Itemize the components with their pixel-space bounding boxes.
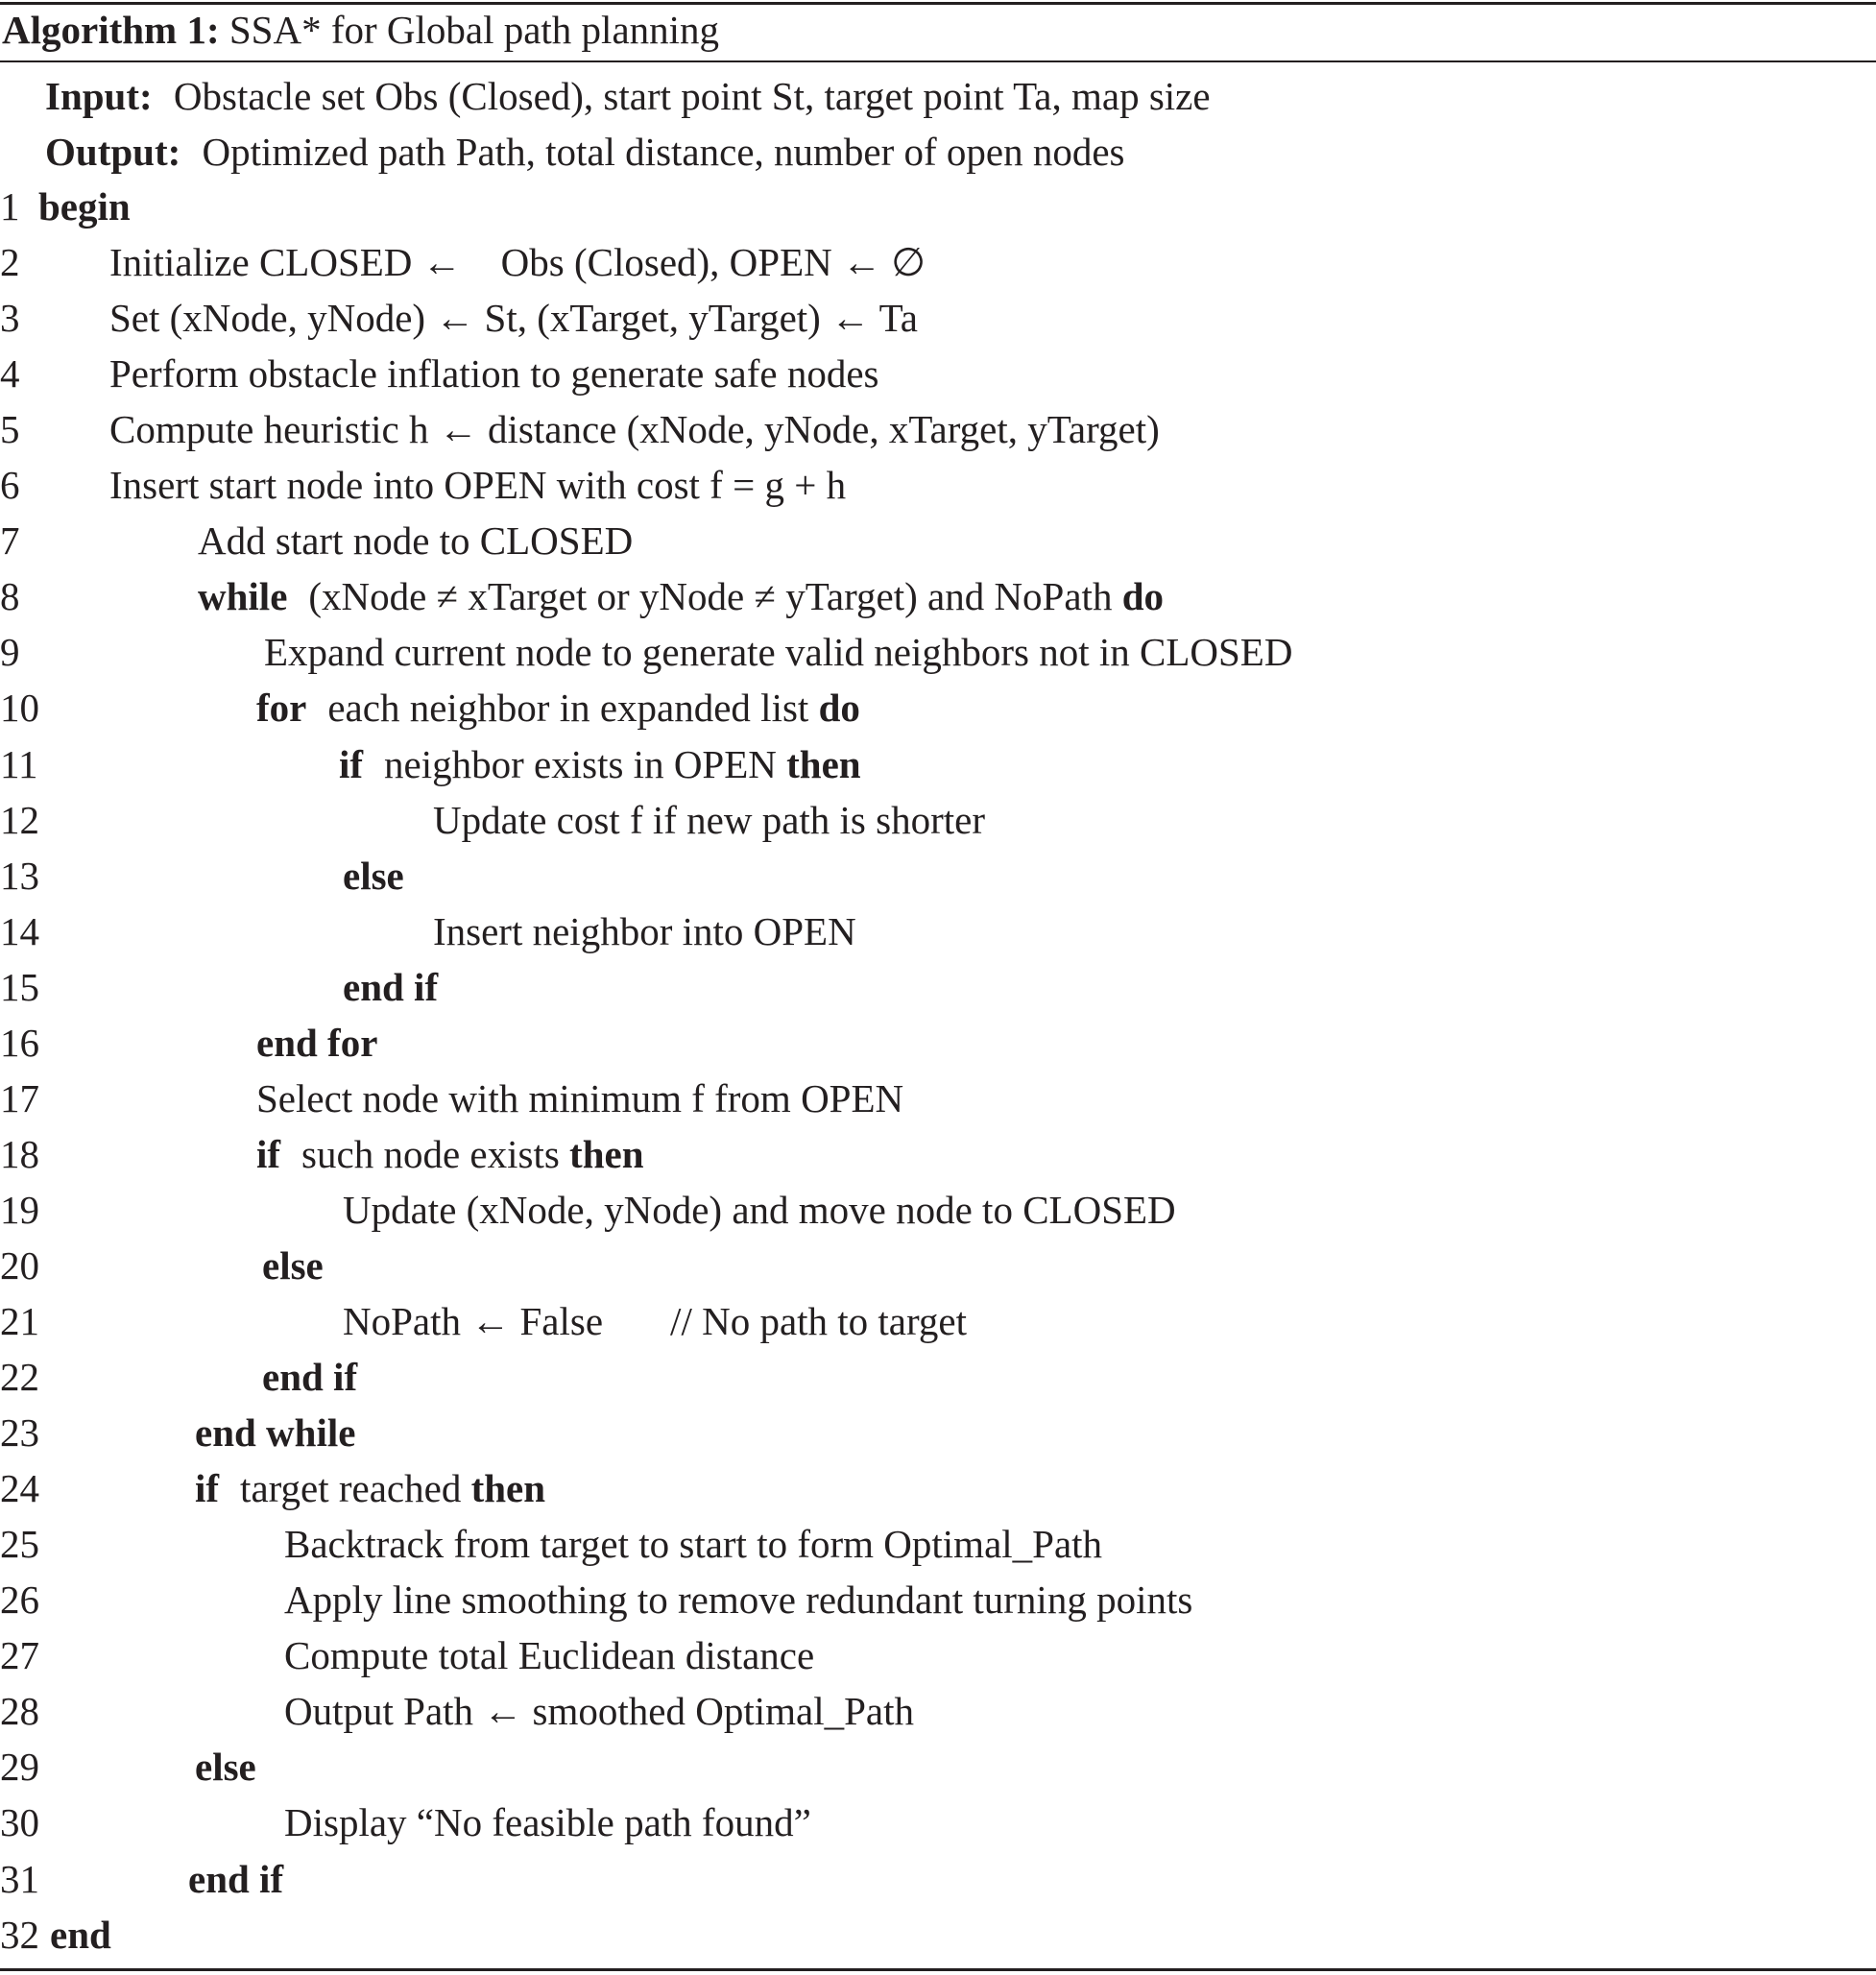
line-number: 5	[0, 407, 20, 452]
keyword: do	[818, 686, 860, 731]
line-content	[256, 1071, 903, 1126]
line-content	[195, 1739, 256, 1794]
line-number: 24	[0, 1466, 39, 1511]
bottom-rule	[0, 1968, 1876, 1971]
keyword: else	[195, 1745, 256, 1790]
statement-text: Insert neighbor into OPEN	[433, 908, 856, 953]
line-number: 22	[0, 1355, 39, 1400]
line-content	[433, 792, 985, 848]
line-content	[433, 903, 856, 959]
statement-text: Update cost f if new path is shorter	[433, 797, 985, 842]
statement-text: Compute total Euclidean distance	[284, 1633, 815, 1678]
line-content	[284, 1627, 814, 1683]
line-number: 19	[0, 1187, 39, 1232]
line-content	[264, 624, 1292, 680]
line-number: 9	[0, 630, 20, 675]
line-number: 7	[0, 518, 20, 564]
statement-text: Perform obstacle inflation to generate safe nodes	[109, 351, 879, 397]
line-number: 4	[0, 351, 20, 397]
keyword: then	[569, 1131, 644, 1176]
line-number: 1	[0, 184, 20, 229]
line-number: 10	[0, 686, 39, 731]
statement-text: Initialize CLOSED ← Obs (Closed), OPEN ← ∅	[109, 240, 926, 285]
statement-text: (xNode ≠ xTarget or yNode ≠ yTarget) and NoPath	[308, 574, 1113, 619]
line-content	[284, 1572, 1192, 1627]
statement-text: Compute heuristic h ← distance (xNode, yNode, xTarget, yTarget)	[109, 407, 1160, 452]
keyword: if	[256, 1131, 281, 1176]
line-content	[256, 680, 860, 735]
keyword: begin	[38, 184, 131, 229]
line-number: 12	[0, 797, 39, 842]
line-number: 17	[0, 1075, 39, 1120]
algorithm-label: Algorithm 1:	[2, 8, 220, 52]
keyword: end if	[188, 1856, 284, 1901]
keyword: end if	[262, 1355, 358, 1400]
line-number: 27	[0, 1633, 39, 1678]
line-content	[50, 1907, 111, 1963]
line-content	[195, 1405, 355, 1460]
line-content	[109, 290, 918, 346]
line-content	[195, 1460, 545, 1516]
statement-text: NoPath ← False	[343, 1299, 604, 1343]
keyword: if	[339, 741, 364, 786]
line-content	[256, 1126, 644, 1182]
statement-text: such node exists	[301, 1131, 560, 1176]
line-content	[109, 346, 878, 401]
line-number: 26	[0, 1578, 39, 1623]
statement-text: Apply line smoothing to remove redundant turning points	[284, 1578, 1193, 1623]
statement-text: Output Path ← smoothed Optimal_Path	[284, 1689, 914, 1734]
line-content	[188, 1851, 283, 1907]
statement-text: Display “No feasible path found”	[284, 1800, 811, 1845]
line-content	[198, 568, 1164, 624]
input-label: Input:	[45, 74, 153, 118]
keyword: else	[262, 1242, 324, 1288]
statement-text: Add start node to CLOSED	[198, 518, 634, 564]
keyword: for	[256, 686, 307, 731]
line-number: 3	[0, 296, 20, 341]
line-comment: // No path to target	[670, 1299, 968, 1343]
keyword: end while	[195, 1410, 356, 1456]
line-content	[284, 1516, 1102, 1572]
algorithm-name: SSA* for Global path planning	[228, 8, 720, 52]
line-content	[343, 1293, 967, 1349]
line-content	[343, 848, 404, 903]
title-rule	[0, 60, 1876, 62]
statement-text: Update (xNode, yNode) and move node to CLOSED	[343, 1187, 1176, 1232]
line-number: 6	[0, 463, 20, 508]
line-content	[284, 1683, 914, 1739]
line-number: 13	[0, 853, 39, 898]
statement-text: Set (xNode, yNode) ← St, (xTarget, yTarget) ← Ta	[109, 296, 918, 341]
line-number: 21	[0, 1299, 39, 1343]
keyword: else	[343, 853, 404, 898]
line-number: 8	[0, 574, 20, 619]
line-content	[343, 1182, 1176, 1238]
line-content	[284, 1794, 811, 1850]
line-number: 18	[0, 1131, 39, 1176]
output-label: Output:	[45, 130, 181, 174]
statement-text: Expand current node to generate valid neighbors not in CLOSED	[264, 630, 1293, 675]
line-content	[262, 1238, 324, 1293]
line-content	[109, 401, 1160, 457]
line-number: 25	[0, 1522, 39, 1567]
line-number: 28	[0, 1689, 39, 1734]
line-number: 32	[0, 1912, 39, 1957]
line-number: 16	[0, 1020, 39, 1065]
statement-text: Backtrack from target to start to form Optimal_Path	[284, 1522, 1103, 1567]
statement-text: each neighbor in expanded list	[327, 686, 809, 731]
output-text: Optimized path Path, total distance, number of open nodes	[202, 130, 1125, 174]
keyword: end for	[256, 1020, 378, 1065]
statement-text: neighbor exists in OPEN	[384, 741, 777, 786]
keyword: then	[786, 741, 861, 786]
statement-text: Select node with minimum f from OPEN	[256, 1075, 904, 1120]
line-content	[198, 513, 633, 568]
keyword: end	[50, 1912, 111, 1957]
input-text: Obstacle set Obs (Closed), start point St, target point Ta, map size	[173, 74, 1211, 118]
keyword: do	[1121, 574, 1165, 619]
line-number: 20	[0, 1242, 39, 1288]
line-number: 14	[0, 908, 39, 953]
line-number: 31	[0, 1856, 39, 1901]
keyword: if	[195, 1466, 220, 1511]
algorithm-title	[2, 0, 719, 60]
line-content	[256, 1015, 377, 1071]
line-content	[109, 234, 926, 290]
line-number: 23	[0, 1410, 39, 1456]
line-content	[339, 736, 861, 792]
line-content	[262, 1349, 357, 1405]
line-number: 29	[0, 1745, 39, 1790]
line-number: 30	[0, 1800, 39, 1845]
statement-text: Insert start node into OPEN with cost f = g + h	[109, 463, 847, 508]
keyword: then	[470, 1466, 546, 1511]
keyword: end if	[343, 964, 439, 1009]
keyword: while	[198, 574, 288, 619]
line-number: 11	[0, 741, 38, 786]
line-content	[109, 457, 846, 513]
line-content	[38, 179, 131, 234]
statement-text: target reached	[240, 1466, 462, 1511]
line-content	[343, 959, 438, 1015]
line-number: 15	[0, 964, 39, 1009]
line-number: 2	[0, 240, 20, 285]
